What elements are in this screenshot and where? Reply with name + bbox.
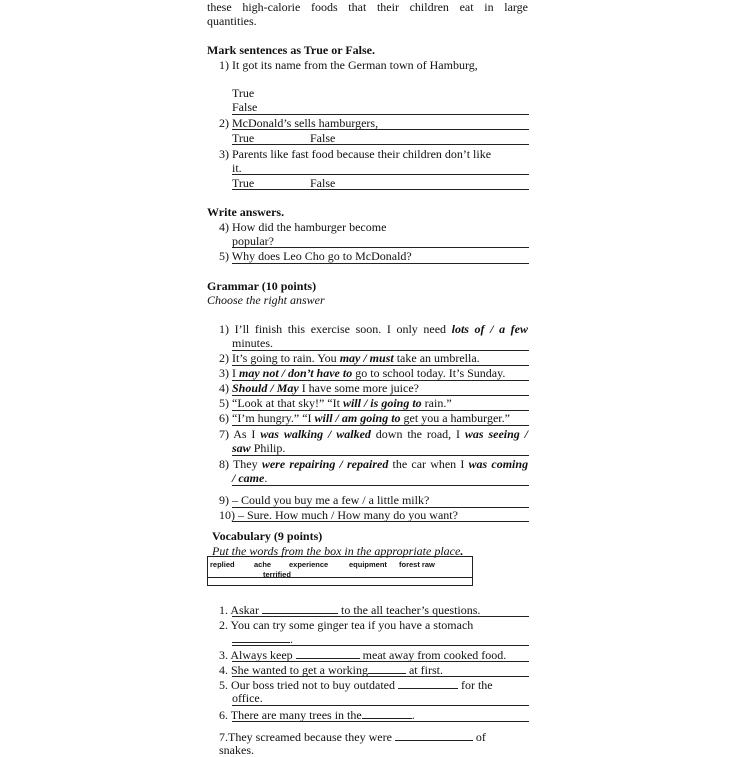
grammar-choice[interactable]: Should / May [232,381,299,395]
grammar-item-1-continued: minutes. [232,336,273,350]
vocab-item-6 [219,707,415,722]
grammar-choice[interactable]: may / must [339,351,394,365]
grammar-choice[interactable]: may not / don’t have to [239,366,353,380]
answer-line [232,144,529,145]
vocab-item-text: to the all teacher’s questions. [341,603,481,617]
grammar-choice[interactable]: saw [232,441,251,455]
grammar-item-text: get you a hamburger.” [403,411,510,425]
grammar-item-text: the car when I [392,457,465,471]
word-box-item: equipment [349,560,387,569]
grammar-choice[interactable]: will / am going to [314,411,401,425]
grammar-choice[interactable]: was coming [468,457,529,471]
grammar-item-2 [219,351,480,365]
grammar-item-text: 5) “Look at that sky!” “It [219,396,340,410]
vocab-item-1 [219,602,480,617]
grammar-item-text: 8) They [219,457,258,471]
vocab-item-text: for the [460,678,493,692]
vocab-item-7 [219,729,486,744]
answer-line [232,616,529,617]
vocabulary-instruction-end: . [460,544,464,558]
grammar-item-4 [219,381,419,395]
word-box-item: ache [254,560,272,569]
answer-line [232,174,529,175]
answer-line [232,425,529,426]
grammar-choice[interactable]: will / is going to [342,396,422,410]
grammar-item-text: 3) I [219,366,236,380]
word-box-item: replied [210,560,235,569]
word-box-item: forest raw [399,560,435,569]
grammar-item-1 [219,322,528,336]
word-box [207,556,473,586]
vocab-item-text: meat away from cooked food. [362,648,507,662]
vocab-blank[interactable] [398,677,458,689]
grammar-instruction: Choose the right answer [207,293,325,307]
vocab-item-text: 6. There are many trees in the [219,708,362,722]
option-false[interactable]: False [310,131,336,145]
grammar-choice[interactable]: was walking / walked [260,427,371,441]
section-heading-vocabulary: Vocabulary (9 points) [212,529,323,543]
question-2: 2) McDonald’s sells hamburgers, [219,116,379,130]
vocab-item-text: 7.They screamed because they were [219,730,392,744]
grammar-item-text: take an umbrella. [396,351,480,365]
grammar-item-text: go to school today. It’s Sunday. [355,366,506,380]
vocab-item-text: . [411,708,415,722]
vocabulary-instruction-text: Put the words from the box in the appropriate place [212,544,461,558]
vocab-item-7-continued: snakes. [219,743,254,757]
section-heading-true-false: Mark sentences as True or False. [207,43,375,57]
question-4-continued: popular? [232,234,274,248]
vocab-item-2-continued [232,631,293,646]
answer-line [232,189,529,190]
answer-line [232,263,529,264]
grammar-choice[interactable]: was seeing / [464,427,528,441]
vocab-item-text: 3. Always keep [219,648,293,662]
section-heading-grammar: Grammar (10 points) [207,279,317,293]
vocab-item-2: 2. You can try some ginger tea if you have a stomach [219,618,474,632]
option-true[interactable]: True [232,131,255,145]
question-5: 5) Why does Leo Cho go to McDonald? [219,249,412,263]
grammar-item-10: 10) – Sure. How much / How many do you want? [219,508,458,522]
word-box-item: experience [289,560,329,569]
vocab-item-3 [219,647,506,662]
grammar-choice[interactable]: lots of / a few [451,322,528,336]
option-true[interactable]: True [232,176,255,190]
grammar-choice[interactable]: were repairing / repaired [261,457,389,471]
answer-line [232,521,529,522]
grammar-item-text: 7) As I [219,427,256,441]
word-box-item: terrified [263,570,291,579]
intro-line: these high-calorie foods that their children eat in large [207,0,528,14]
answer-line [232,455,529,456]
grammar-item-text: rain.” [424,396,452,410]
word-box-divider [208,577,472,578]
grammar-item-text: 6) “I’m hungry.” “I [219,411,312,425]
section-heading-write-answers: Write answers. [207,205,285,219]
answer-line [232,247,529,248]
vocab-item-text: 4. She wanted to get a working [219,663,368,677]
vocab-blank[interactable] [362,707,412,719]
grammar-item-text: I have some more juice? [301,381,419,395]
vocab-blank[interactable] [395,729,473,741]
vocab-item-text: of [475,730,486,744]
grammar-item-text: 4) [219,381,229,395]
vocab-item-5 [219,677,493,692]
question-4: 4) How did the hamburger become [219,220,387,234]
grammar-item-7-continued [232,441,285,455]
grammar-item-9: 9) – Could you buy me a few / a little milk? [219,493,430,507]
grammar-item-7 [219,427,528,441]
answer-line [232,114,529,115]
grammar-item-text: Philip. [253,441,286,455]
grammar-item-6 [219,411,510,425]
answer-line [232,705,529,706]
grammar-item-8-continued [232,471,267,485]
grammar-item-text: . [264,471,268,485]
vocab-item-5-continued: office. [232,691,263,705]
vocab-blank[interactable] [232,631,290,643]
intro-line: quantities. [207,14,257,28]
question-3: 3) Parents like fast food because their children don’t like [219,147,492,161]
vocab-blank[interactable] [262,602,338,614]
vocab-item-4 [219,662,443,677]
vocab-item-text: 1. Askar [219,603,259,617]
answer-line [232,645,529,646]
grammar-item-text: 2) It’s going to rain. You [219,351,337,365]
grammar-item-5 [219,396,452,410]
grammar-item-text: 1) I’ll finish this exercise soon. I only need [219,322,447,336]
answer-line [232,485,529,486]
question-3-continued: it. [232,161,242,175]
grammar-item-text: down the road, I [375,427,461,441]
vocab-item-text: 5. Our boss tried not to buy outdated [219,678,395,692]
answer-line [232,721,529,722]
vocab-blank[interactable] [368,662,406,674]
option-true[interactable]: True [232,86,255,100]
vocab-item-text: . [290,632,293,646]
vocab-blank[interactable] [296,647,360,659]
grammar-choice[interactable]: / came [232,471,265,485]
grammar-item-3 [219,366,505,380]
vocab-item-text: at first. [408,663,443,677]
option-false[interactable]: False [232,100,258,114]
question-1: 1) It got its name from the German town of Hamburg, [219,58,478,72]
answer-line [232,129,529,130]
grammar-item-8 [219,457,528,471]
option-false[interactable]: False [310,176,336,190]
